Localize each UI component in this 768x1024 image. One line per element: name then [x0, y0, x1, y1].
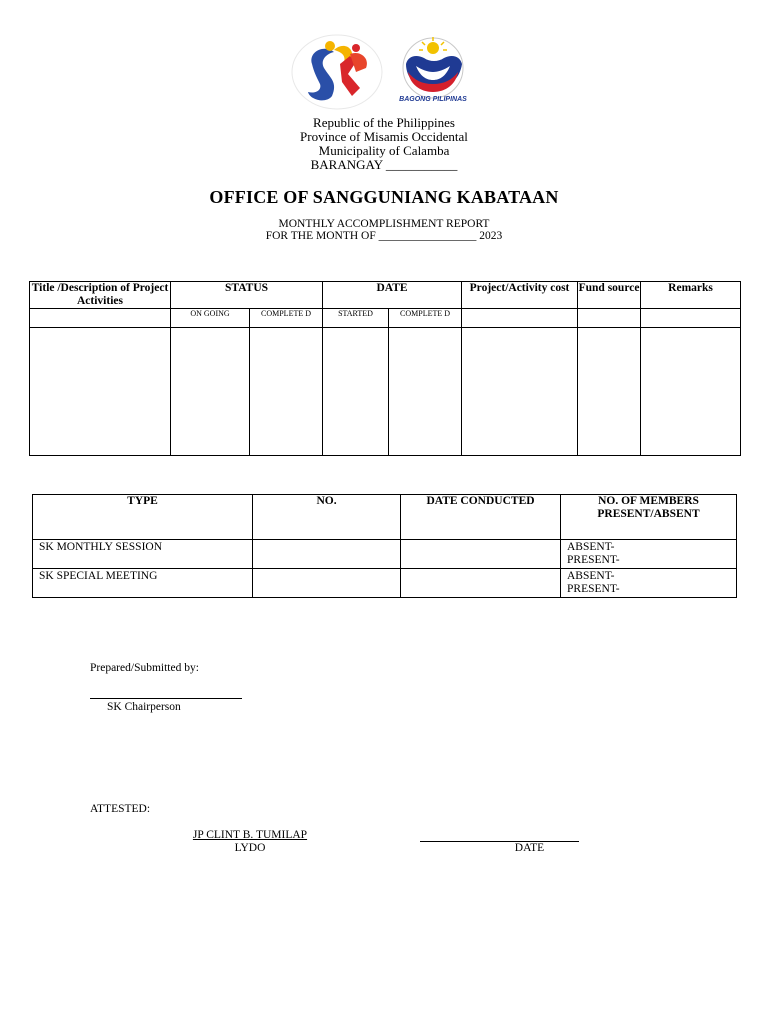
header-barangay: BARANGAY ___________	[310, 157, 458, 172]
col-title-header: Title /Description of Project Activities	[30, 282, 171, 309]
report-month: FOR THE MONTH OF _________________ 2023	[265, 230, 503, 242]
absent-label: ABSENT-	[567, 541, 615, 553]
present-label: PRESENT-	[567, 554, 620, 566]
prepared-label: Prepared/Submitted by:	[90, 662, 199, 674]
sub-cell-empty	[462, 309, 578, 328]
present-label: PRESENT-	[567, 583, 620, 595]
sub-cell-empty	[578, 309, 641, 328]
members-cell[interactable]	[561, 569, 737, 598]
sub-cell-empty	[641, 309, 741, 328]
entry-cell[interactable]	[30, 328, 171, 456]
date-label: DATE	[514, 842, 545, 854]
bagong-pilipinas-label: BAGONG PILIPINAS	[399, 96, 467, 103]
entry-cell[interactable]	[641, 328, 741, 456]
col-type-header: TYPE	[33, 495, 253, 540]
date-signature-line[interactable]	[420, 829, 579, 842]
entry-cell[interactable]	[250, 328, 323, 456]
entry-cell[interactable]	[253, 569, 401, 598]
entry-cell[interactable]	[401, 569, 561, 598]
report-title: MONTHLY ACCOMPLISHMENT REPORT	[278, 218, 490, 230]
col-members-header: NO. OF MEMBERS PRESENT/ABSENT	[561, 495, 737, 540]
header-republic: Republic of the Philippines	[313, 115, 455, 130]
entry-cell[interactable]	[401, 540, 561, 569]
col-date-header: DATE	[323, 282, 462, 309]
col-remarks-header: Remarks	[641, 282, 741, 309]
members-cell[interactable]	[561, 540, 737, 569]
attester-name: JP CLINT B. TUMILAP	[192, 829, 308, 841]
office-title: OFFICE OF SANGGUNIANG KABATAAN	[209, 187, 559, 207]
chair-signature-line[interactable]	[90, 686, 242, 699]
chair-role: SK Chairperson	[107, 701, 181, 713]
sub-completed-date: COMPLETE D	[389, 309, 462, 328]
col-no-header: NO.	[253, 495, 401, 540]
meeting-type: SK MONTHLY SESSION	[33, 540, 253, 569]
col-cost-header: Project/Activity cost	[462, 282, 578, 309]
entry-cell[interactable]	[389, 328, 462, 456]
entry-cell[interactable]	[578, 328, 641, 456]
sub-started: STARTED	[323, 309, 389, 328]
attested-label: ATTESTED:	[90, 803, 151, 815]
table-row	[33, 569, 737, 598]
header-logos	[290, 34, 480, 110]
table-row	[33, 540, 737, 569]
bagong-pilipinas-logo-icon	[403, 37, 463, 98]
entry-cell[interactable]	[171, 328, 250, 456]
sub-completed: COMPLETE D	[250, 309, 323, 328]
attester-role: LYDO	[234, 842, 266, 854]
col-fund-header: Fund source	[578, 282, 641, 309]
header-province: Province of Misamis Occidental	[300, 129, 468, 144]
entry-cell[interactable]	[323, 328, 389, 456]
entry-cell[interactable]	[462, 328, 578, 456]
entry-cell[interactable]	[253, 540, 401, 569]
col-date-conducted-header: DATE CONDUCTED	[401, 495, 561, 540]
col-status-header: STATUS	[171, 282, 323, 309]
absent-label: ABSENT-	[567, 570, 615, 582]
header-municipality: Municipality of Calamba	[318, 143, 450, 158]
meetings-table	[32, 494, 737, 598]
sub-ongoing: ON GOING	[171, 309, 250, 328]
accomplishment-table	[29, 281, 741, 456]
sub-cell-empty	[30, 309, 171, 328]
meeting-type: SK SPECIAL MEETING	[33, 569, 253, 598]
